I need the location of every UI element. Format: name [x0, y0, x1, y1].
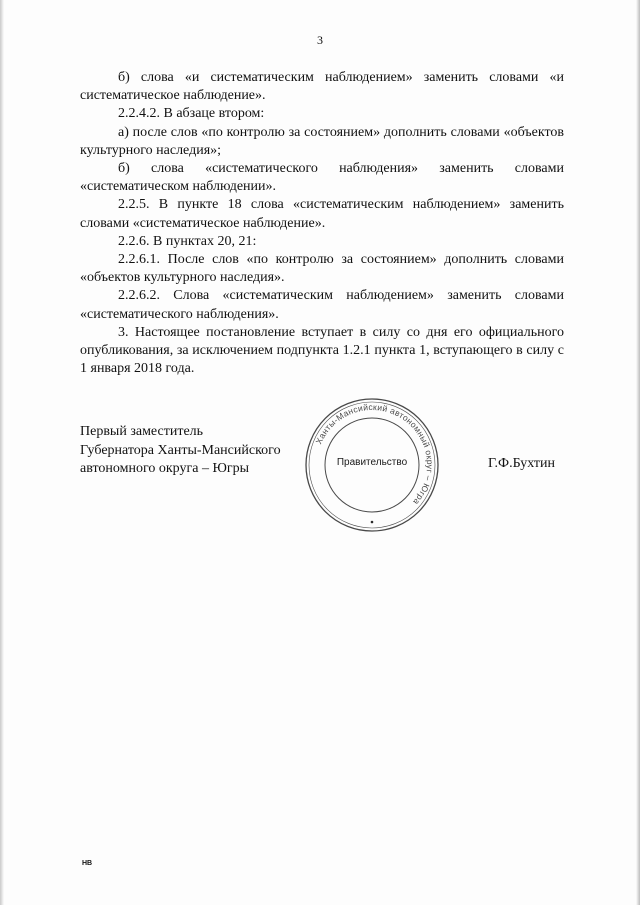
position-line: Первый заместитель — [80, 424, 204, 439]
paragraph: 2.2.6.2. Слова «систематическим наблюдением» заменить словами «систематического наблюдения». — [80, 288, 564, 322]
signatory-name: Г.Ф.Бухтин — [488, 456, 556, 471]
paragraph: 3. Настоящее постановление вступает в силу со дня его официального опубликования, за исключением подпункта 1.2.1 пункта 1, вступающего в силу с 1 января 2018 года. — [80, 324, 564, 377]
paragraph: б) слова «и систематическим наблюдением» заменить словами «и систематическое наблюдение». — [80, 70, 564, 104]
document-body — [80, 69, 564, 378]
official-seal-stamp — [302, 395, 442, 535]
footer-code: НВ — [82, 860, 93, 867]
position-line: Губернатора Ханты-Мансийского — [80, 442, 281, 458]
position-line: автономного округа – Югры — [80, 461, 249, 476]
page-number: 3 — [317, 33, 323, 47]
paragraph: 2.2.6.1. После слов «по контролю за состоянием» дополнить словами «объектов культурного наследия». — [80, 252, 564, 286]
paragraph: 2.2.5. В пункте 18 слова «систематическим наблюдением» заменить словами «систематическое наблюдение». — [80, 197, 564, 231]
seal-ring-text: Ханты-Мансийский автономный округ – Югра — [313, 401, 436, 508]
paragraph: 2.2.4.2. В абзаце втором: — [118, 106, 265, 122]
paragraph: б) слова «систематического наблюдения» заменить словами «систематическом наблюдении». — [80, 161, 564, 195]
scan-left-edge — [0, 0, 4, 905]
paragraph: а) после слов «по контролю за состоянием» дополнить словами «объектов культурного наследия»; — [80, 124, 564, 158]
signatory-position — [80, 423, 281, 479]
scan-right-edge — [636, 0, 640, 905]
seal-dot — [371, 521, 374, 524]
paragraph: 2.2.6. В пунктах 20, 21: — [118, 233, 257, 249]
seal-center-text: Правительство — [336, 457, 408, 468]
